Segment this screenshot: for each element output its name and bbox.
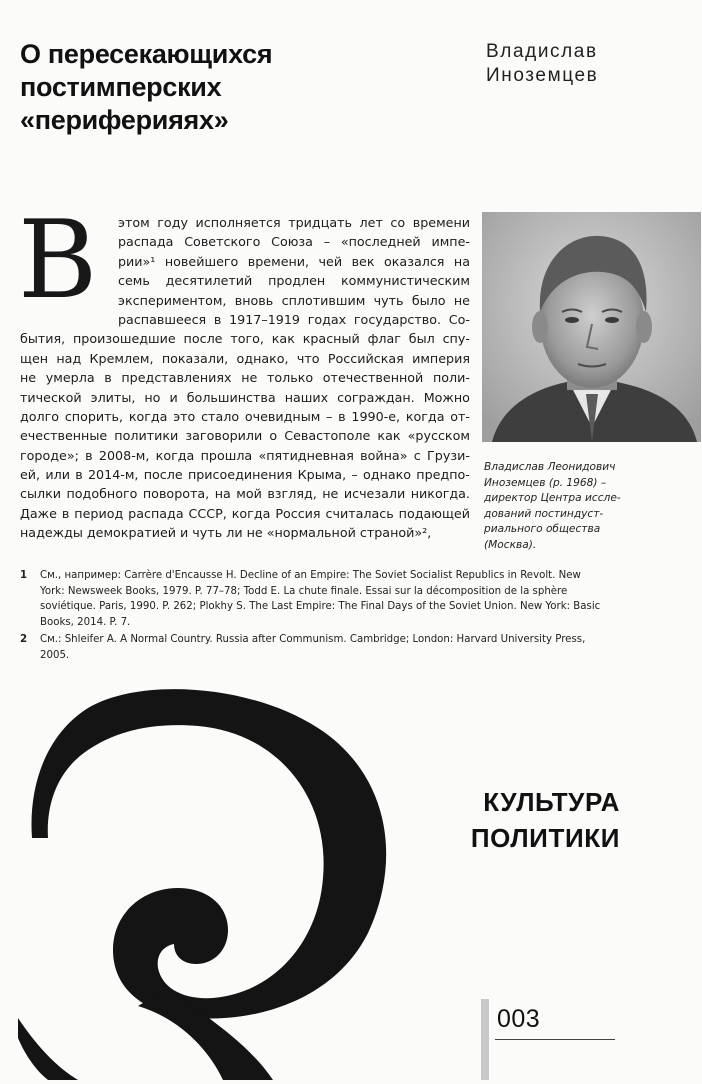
page-number-box [481, 999, 681, 1080]
body-line: рии»¹ новейшего времени, чей век оказался на [118, 253, 470, 269]
body-line: городе»; в 2008-м, когда прошла «пятидневная война» с Грузи- [20, 447, 470, 463]
body-line: семь десятилетий продлен коммунистическим [118, 273, 470, 289]
caption-line: дований постиндуст- [484, 507, 604, 520]
page-number: 003 [497, 1005, 541, 1033]
body-line: Даже в период распада СССР, когда Россия считалась подающей [20, 505, 470, 521]
footnote [20, 632, 680, 663]
footnote-line: См.: Shleifer A. A Normal Country. Russia after Communism. Cambridge; London: Harvard University Press, [40, 634, 586, 645]
body-line: не умерла в представлениях не только отечественной поли- [20, 370, 470, 386]
page-number-rule [495, 1039, 615, 1040]
footnote-text [40, 632, 680, 663]
author-name [486, 40, 598, 88]
title-line: постимперских [20, 72, 222, 102]
footnote-line: 2005. [40, 649, 70, 661]
caption-line: Владислав Леонидович [484, 461, 616, 473]
footnote-line: soviétique. Paris, 1990. P. 262; Plokhy S. The Last Empire: The Final Days of the Soviet Union. New York: Basic [40, 601, 601, 613]
body-line: сылки подобного поворота, на мой взгляд, не исчезали никогда. [20, 486, 470, 502]
author-last-name: Иноземцев [486, 65, 599, 86]
caption-line: (Москва). [484, 538, 537, 551]
section-q-logo-icon [18, 688, 438, 1080]
photo-caption [484, 460, 674, 553]
caption-line: директор Центра иссле- [484, 492, 621, 504]
body-line: ей, или в 2014-м, после присоединения Крыма, – однако предпо- [20, 467, 470, 483]
body-line: ечественные политики заговорили о Севастополе как «русском [20, 428, 470, 444]
article-title [20, 38, 440, 137]
author-first-name: Владислав [486, 41, 598, 62]
footnote-line: См., например: Carrère d'Encausse H. Decline of an Empire: The Soviet Socialist Republics in Revolt. New [40, 570, 581, 581]
section-heading-line: КУЛЬТУРА [483, 787, 620, 817]
body-line: экспериментом, вновь сплотившим чуть было не [118, 292, 470, 308]
body-line: распавшееся в 1917–1919 годах государство. Со- [118, 311, 470, 327]
caption-line: риального общества [484, 523, 601, 535]
body-line: тической элиты, но и большинства наших сограждан. Можно [20, 389, 470, 405]
author-photo [482, 212, 701, 442]
body-line: бытия, произошедшие после того, как красный флаг был спу- [20, 331, 470, 347]
section-logo [18, 688, 438, 1080]
footnote-line: York: Newsweek Books, 1979. P. 77–78; Todd E. La chute finale. Essai sur la décomposition de la sphère [40, 585, 568, 597]
body-line: щен над Кремлем, показали, однако, что Российская империя [20, 350, 470, 366]
body-line: надежды демократией и чуть ли не «нормальной страной»², [20, 525, 432, 541]
title-line: «периферияях» [20, 105, 229, 135]
section-heading-line: ПОЛИТИКИ [470, 823, 620, 853]
section-heading [448, 784, 620, 856]
article-body [20, 213, 470, 543]
drop-cap: В [18, 198, 98, 323]
footnote [20, 568, 680, 630]
author-portrait-image [482, 212, 701, 442]
footnote-text [40, 568, 680, 630]
caption-line: Иноземцев (р. 1968) – [484, 476, 607, 489]
footnote-line: Books, 2014. P. 7. [40, 616, 131, 628]
page-marker-bar [481, 999, 489, 1080]
body-line: этом году исполняется тридцать лет со времени [118, 215, 470, 230]
footnote-number: 2 [20, 634, 28, 645]
body-line: долго спорить, когда это стало очевидным – в 1990-е, когда от- [20, 408, 470, 424]
body-line: распада Советского Союза – «последней импе- [118, 234, 470, 250]
footnote-number: 1 [20, 570, 28, 581]
title-line: О пересекающихся [20, 39, 273, 69]
